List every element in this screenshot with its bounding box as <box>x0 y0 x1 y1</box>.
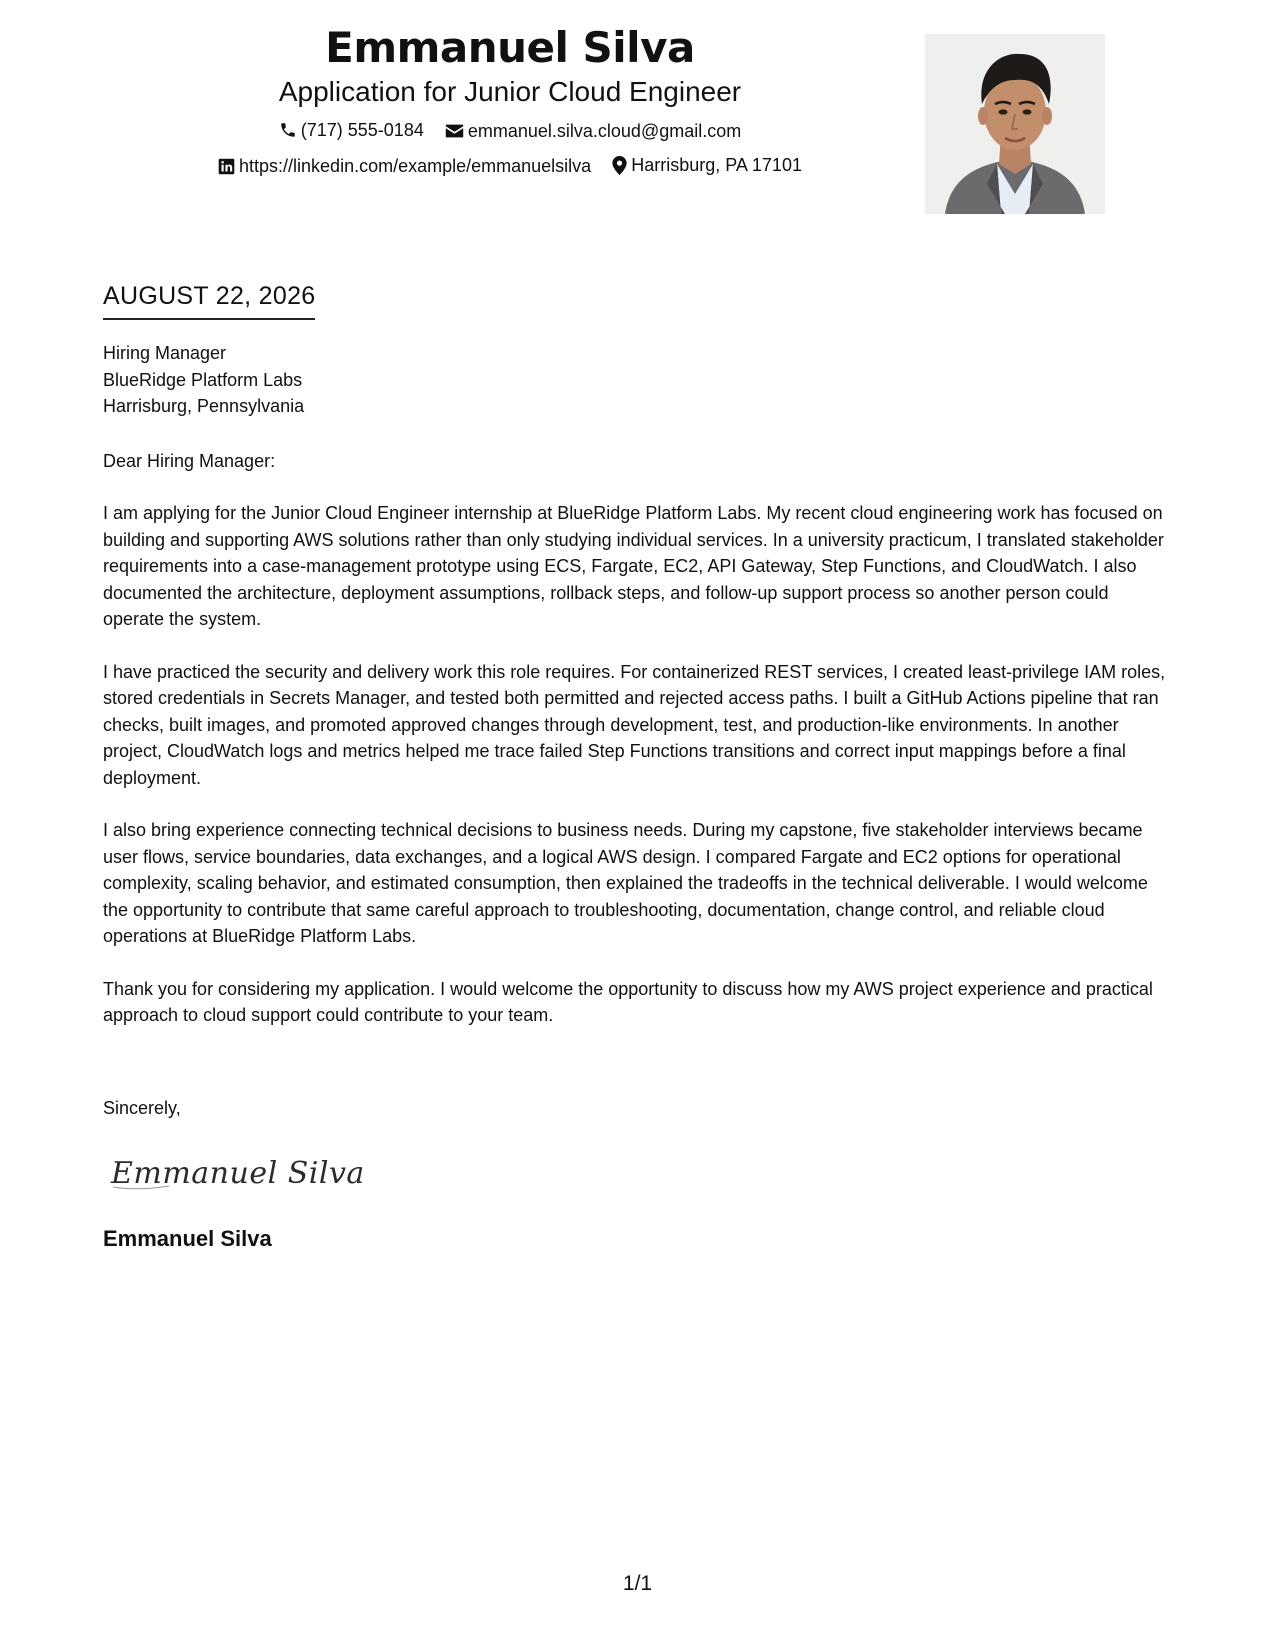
email-contact <box>445 119 741 143</box>
location-contact <box>612 153 802 177</box>
date-block <box>103 280 315 320</box>
svg-text:Emmanuel Silva: Emmanuel Silva <box>111 1156 365 1191</box>
phone-icon <box>279 121 297 139</box>
recipient-company: BlueRidge Platform Labs <box>103 369 303 390</box>
linkedin-url: https://linkedin.com/example/emmanuelsilva <box>239 156 592 176</box>
email-address: emmanuel.silva.cloud@gmail.com <box>467 121 742 141</box>
paragraph-4: Thank you for considering my application. I would welcome the opportunity to discuss how my AWS project experience and practical approach to cloud support could contribute to your team. <box>103 978 1153 1025</box>
recipient-location: Harrisburg, Pennsylvania <box>103 396 305 416</box>
recipient-title: Hiring Manager <box>103 343 227 363</box>
phone-contact <box>279 118 424 142</box>
paragraph-1: I am applying for the Junior Cloud Engineer internship at BlueRidge Platform Labs. My recent cloud engineering work has focused on building and supporting AWS solutions rather than only studying individual services. In a university practicum, I translated stakeholder requirements into a case-management prototype using ECS, Fargate, EC2, API Gateway, Step Functions, and CloudWatch. I also documented the architecture, deployment assumptions, rollback steps, and follow-up support process so another person could operate the system. <box>103 503 1164 629</box>
page-number: 1/1 <box>622 1572 653 1595</box>
applicant-photo <box>925 34 1105 214</box>
closing: Sincerely, <box>103 1097 181 1118</box>
handwritten-signature <box>109 1151 1173 1195</box>
letter-date: AUGUST 22, 2026 <box>103 280 315 320</box>
contact-line-2 <box>120 153 900 181</box>
letter-header <box>120 22 1140 222</box>
header-info <box>120 22 900 181</box>
location-text: Harrisburg, PA 17101 <box>631 155 802 175</box>
recipient-block <box>103 340 1173 420</box>
letter-body <box>103 340 1173 1253</box>
paragraph-2: I have practiced the security and delivery work this role requires. For containerized REST services, I created least-privilege IAM roles, stored credentials in Secrets Manager, and tested both permitted and rejected access paths. I built a GitHub Actions pipeline that ran checks, built images, and promoted approved changes through development, test, and production-like environments. In another project, CloudWatch logs and metrics helped me trace failed Step Functions transitions and correct input mappings before a final deployment. <box>103 661 1166 788</box>
contact-line-1 <box>120 118 900 145</box>
signed-name: Emmanuel Silva <box>103 1226 272 1251</box>
applicant-name: Emmanuel Silva <box>325 23 695 72</box>
salutation: Dear Hiring Manager: <box>103 450 276 471</box>
paragraph-3: I also bring experience connecting technical decisions to business needs. During my capstone, five stakeholder interviews became user flows, service boundaries, data exchanges, and a logical AWS design. I compared Fargate and EC2 options for operational complexity, scaling behavior, and estimated consumption, then explained the tradeoffs in the technical deliverable. I would welcome the opportunity to contribute that same careful approach to troubleshooting, documentation, change control, and reliable cloud operations at BlueRidge Platform Labs. <box>103 820 1148 946</box>
application-subtitle: Application for Junior Cloud Engineer <box>278 76 742 107</box>
linkedin-icon <box>218 158 235 175</box>
phone-number: (717) 555-0184 <box>300 120 424 140</box>
envelope-icon <box>445 123 464 139</box>
linkedin-contact <box>218 154 591 178</box>
map-pin-icon <box>612 156 627 175</box>
